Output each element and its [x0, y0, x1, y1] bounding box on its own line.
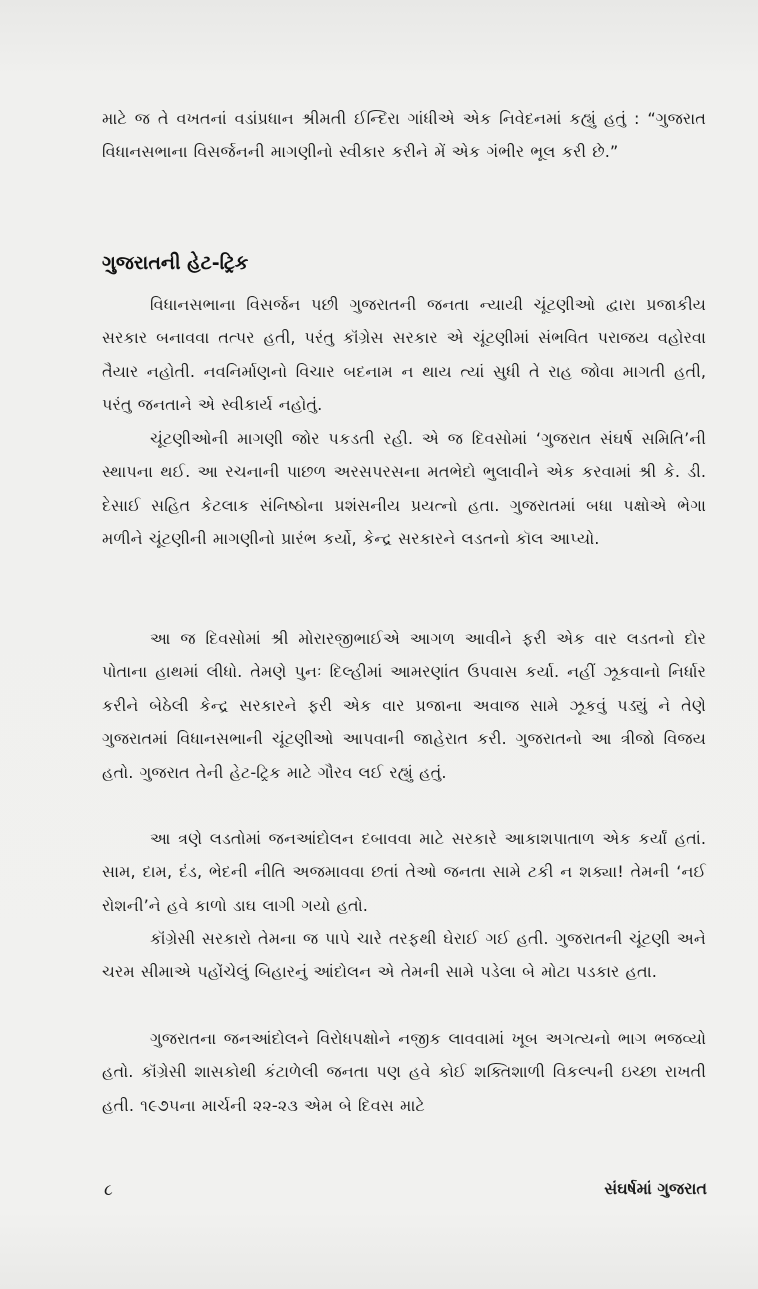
- paragraph-3: આ જ દિવસોમાં શ્રી મોરારજીભાઈએ આગળ આવીને ફરી એક વાર લડતનો દોર પોતાના હાથમાં લીધો. તેમણે પુનઃ દિલ્હીમાં આમરણાંત ઉપવાસ કર્યા. નહીં ઝૂકવાનો નિર્ધાર કરીને બેઠેલી કેન્દ્ર સરકારને ફરી એક વાર પ્રજાના અવાજ સામે ઝૂકવું પડ્યું ને તેણે ગુજરાતમાં વિધાનસભાની ચૂંટણીઓ આપવાની જાહેરાત કરી. ગુજરાતનો આ ત્રીજો વિજય હતો. ગુજરાત તેની હેટ-ટ્રિક માટે ગૌરવ લઈ રહ્યું હતું.: [102, 629, 706, 782]
- paragraph-5: કૉંગ્રેસી સરકારો તેમના જ પાપે ચારે તરફથી ઘેરાઈ ગઈ હતી. ગુજરાતની ચૂંટણી અને ચરમ સીમાએ પહોંચેલું બિહારનું આંદોલન એ તેમની સામે પડેલા બે મોટા પડકાર હતા.: [102, 929, 706, 982]
- section-heading: ગુજરાતની હેટ-ટ્રિક: [102, 252, 249, 274]
- page-number: ૮: [104, 1180, 113, 1199]
- book-title: સંઘર્ષમાં ગુજરાત: [604, 1179, 707, 1198]
- paragraph-1: વિધાનસભાના વિસર્જન પછી ગુજરાતની જનતા ન્યાયી ચૂંટણીઓ દ્વારા પ્રજાકીય સરકાર બનાવવા તત્પર હતી, પરંતુ કૉંગ્રેસ સરકાર એ ચૂંટણીમાં સંભવિત પરાજય વહોરવા તૈયાર નહોતી. નવનિર્માણનો વિચાર બદનામ ન થાય ત્યાં સુધી તે રાહ જોવા માગતી હતી, પરંતુ જનતાને એ સ્વીકાર્ય નહોતું.: [102, 295, 706, 415]
- paragraph-2: ચૂંટણીઓની માગણી જોર પકડતી રહી. એ જ દિવસોમાં ‘ગુજરાત સંઘર્ષ સમિતિ’ની સ્થાપના થઈ. આ રચનાની પાછળ અરસપરસના મતભેદો ભુલાવીને એક કરવામાં શ્રી કે. ડી. દેસાઈ સહિત કેટલાક સંનિષ્ઠોના પ્રશંસનીય પ્રયત્નો હતા. ગુજરાતમાં બધા પક્ષોએ ભેગા મળીને ચૂંટણીની માગણીનો પ્રારંભ કર્યો, કેન્દ્ર સરકારને લડતનો કૉલ આપ્યો.: [102, 429, 706, 549]
- intro-paragraph: માટે જ તે વખતનાં વડાંપ્રધાન શ્રીમતી ઈન્દિરા ગાંધીએ એક નિવેદનમાં કહ્યું હતું : “ગુજરાત વિધાનસભાના વિસર્જનની માગણીનો સ્વીકાર કરીને મેં એક ગંભીર ભૂલ કરી છે.”: [102, 109, 706, 162]
- paragraph-6: ગુજરાતના જનઆંદોલને વિરોધપક્ષોને નજીક લાવવામાં ખૂબ અગત્યનો ભાગ ભજવ્યો હતો. કૉંગ્રેસી શાસકોથી કંટાળેલી જનતા પણ હવે કોઈ શક્તિશાળી વિકલ્પની ઇચ્છા રાખતી હતી. ૧૯૭૫ના માર્ચની ૨૨-૨૩ એમ બે દિવસ માટે: [102, 1029, 706, 1115]
- paragraph-4: આ ત્રણે લડતોમાં જનઆંદોલન દબાવવા માટે સરકારે આકાશપાતાળ એક કર્યાં હતાં. સામ, દામ, દંડ, ભેદની નીતિ અજમાવવા છતાં તેઓ જનતા સામે ટકી ન શક્યા! તેમની ‘નઈ રોશની’ને હવે કાળો ડાઘ લાગી ગયો હતો.: [102, 829, 706, 915]
